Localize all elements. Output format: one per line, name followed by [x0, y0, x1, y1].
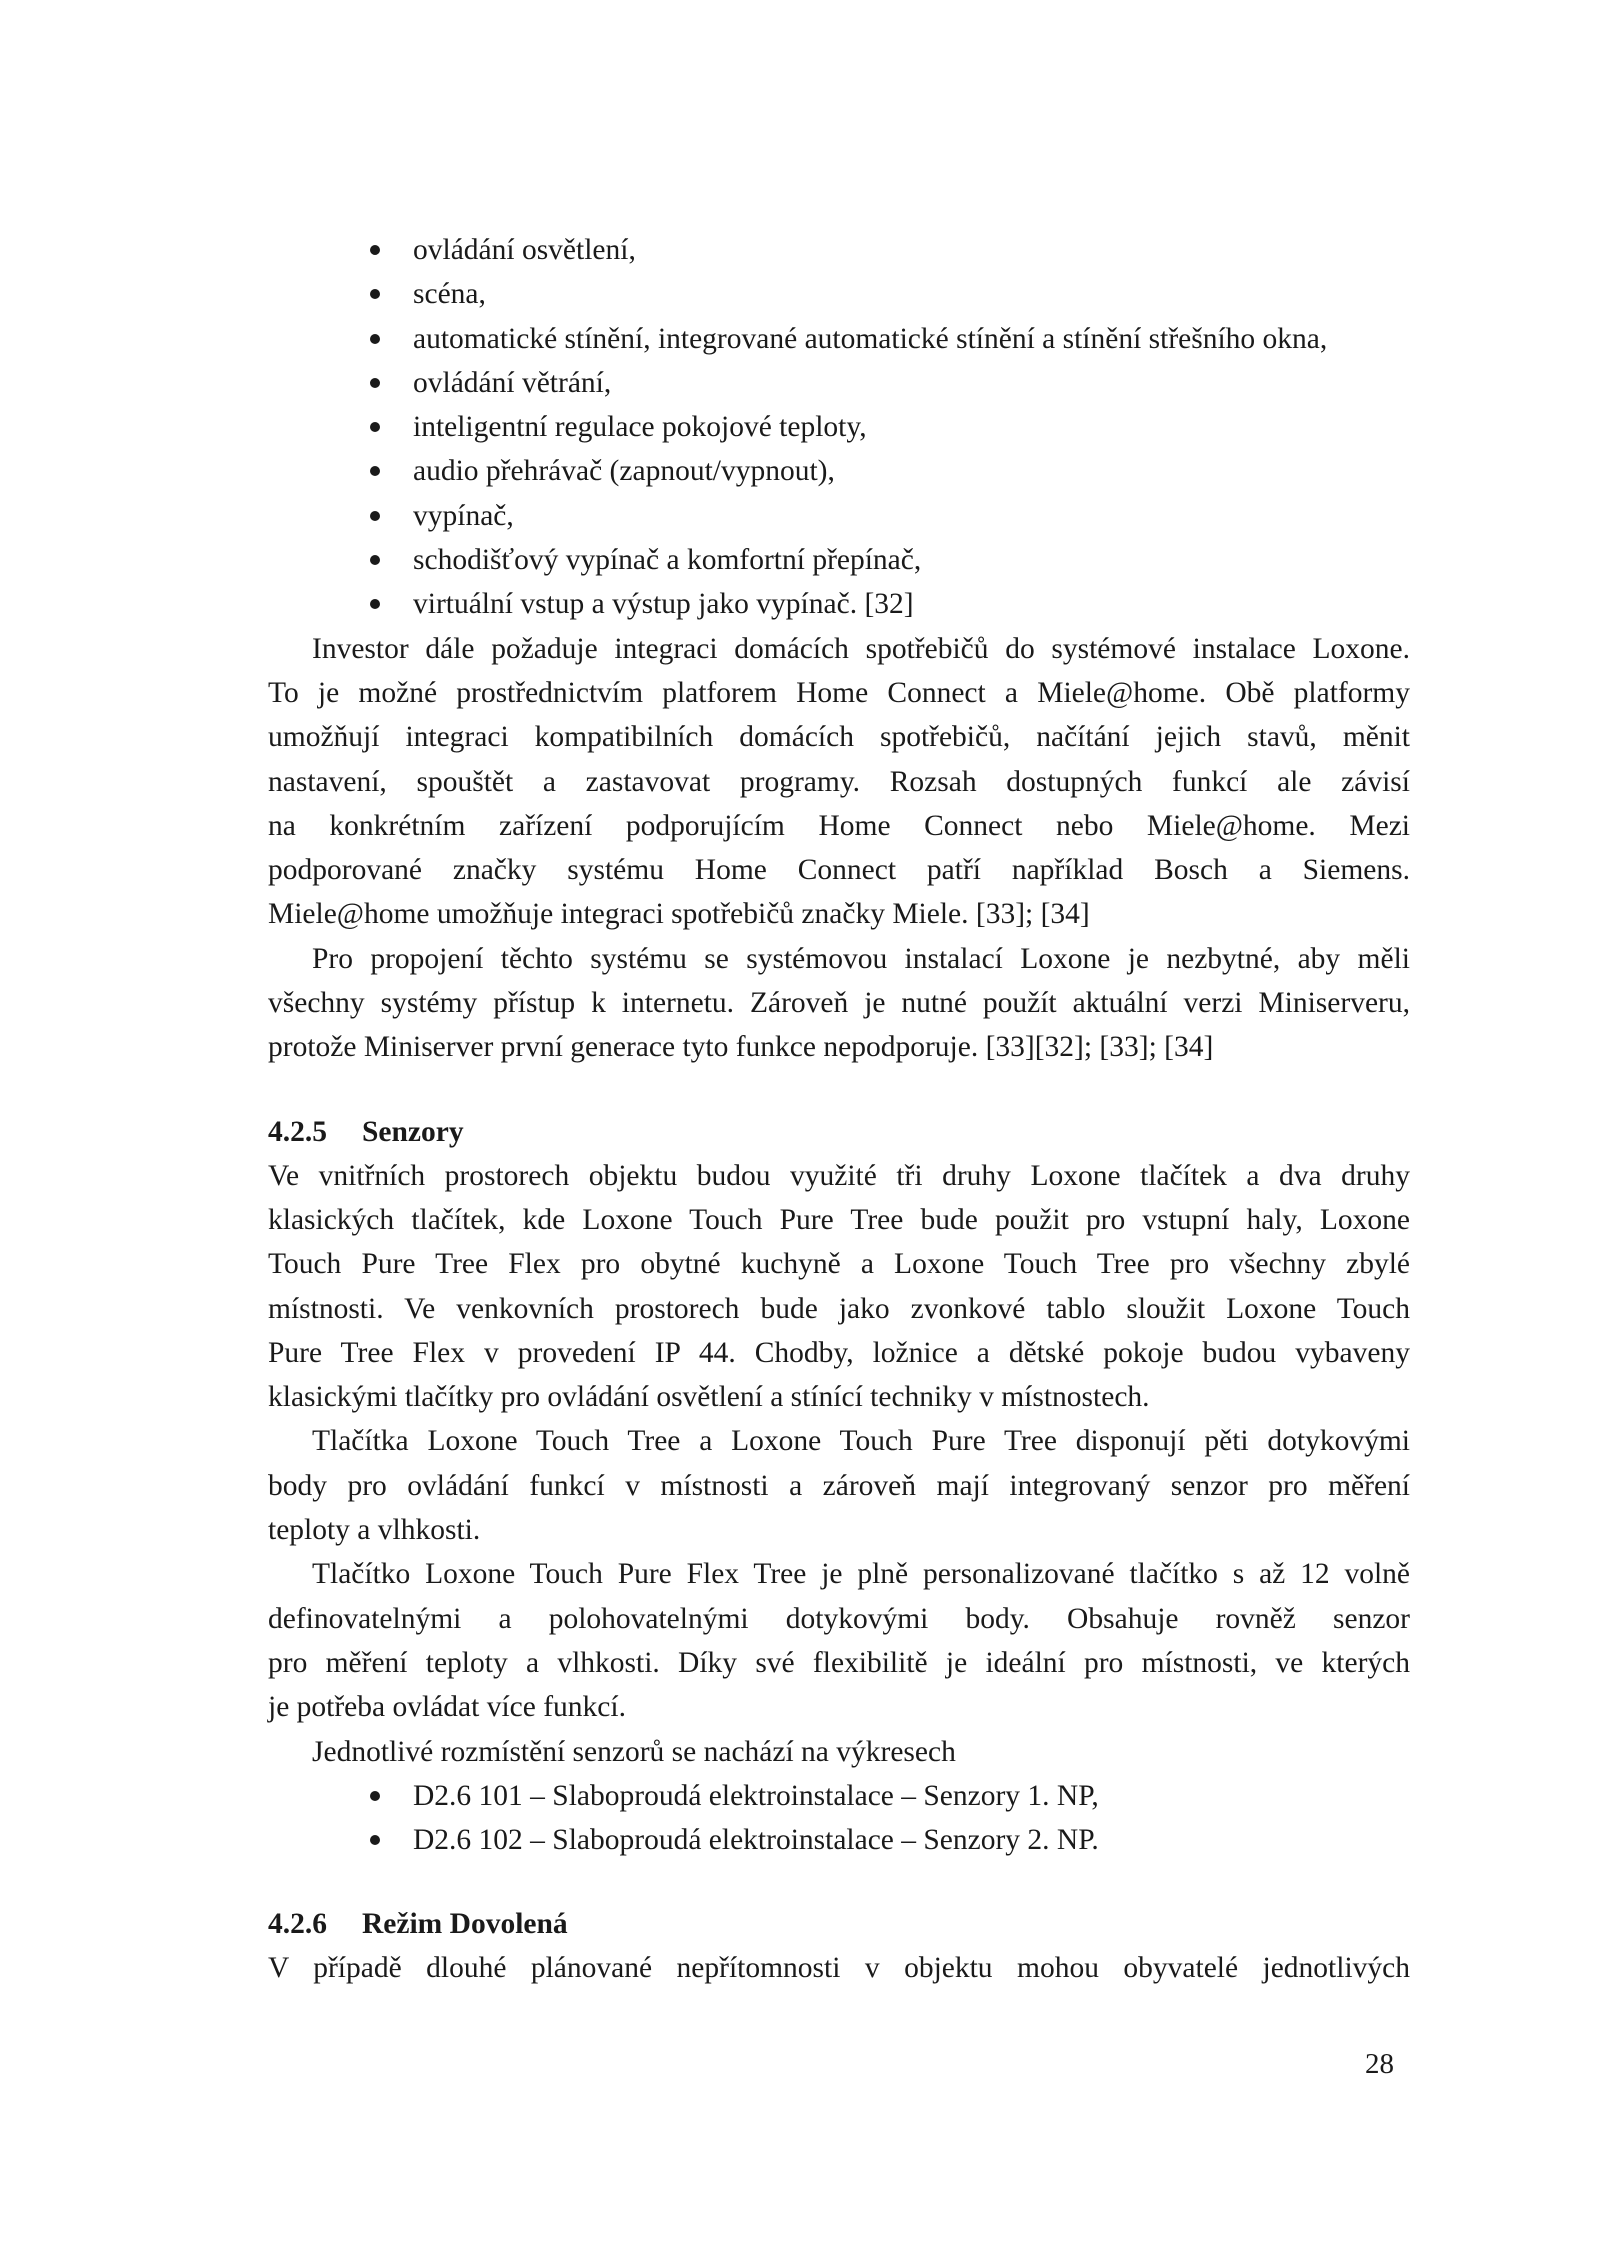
list-item: virtuální vstup a výstup jako vypínač. [32]: [268, 582, 1410, 626]
paragraph-senzory: Ve vnitřních prostorech objektu budou využité tři druhy Loxone tlačítek a dva druhy klasických tlačítek, kde Loxone Touch Pure Tree bude použit pro vstupní haly, Loxone Touch Pure Tree Flex pro obytné kuchyně a Loxone Touch Tree pro všechny zbylé místnosti. Ve venkovních prostorech bude jako zvonkové tablo sloužit Loxone Touch Pure Tree Flex v provedení IP 44. Chodby, ložnice a dětské pokoje budou vybaveny klasickými tlačítky pro ovládání osvětlení a stínící techniky v místnostech.: [268, 1159, 1410, 1414]
list-item: inteligentní regulace pokojové teploty,: [268, 405, 1410, 449]
paragraph-tlacitko-flex: Tlačítko Loxone Touch Pure Flex Tree je plně personalizované tlačítko s až 12 volně definovatelnými a polohovatelnými dotykovými body. Obsahuje rovněž senzor pro měření teploty a vlhkosti. Díky své flexibilitě je ideální pro místnosti, ve kterých je potřeba ovládat více funkcí.: [268, 1558, 1410, 1724]
list-item: ovládání osvětlení,: [268, 228, 1410, 272]
bullet-icon: [370, 334, 380, 344]
paragraph-propojeni: Pro propojení těchto systému se systémovou instalací Loxone je nezbytné, aby měli všechny systémy přístup k internetu. Zároveň je nutné použít aktuální verzi Miniserveru, protože Miniserver první generace tyto funkce nepodporuje. [33][32]; [33]; [34]: [268, 942, 1410, 1064]
list-item: audio přehrávač (zapnout/vypnout),: [268, 449, 1410, 493]
page-content: [268, 228, 1410, 1991]
list-item: ovládání větrání,: [268, 361, 1410, 405]
bullet-icon: [370, 555, 380, 565]
bullet-icon: [370, 422, 380, 432]
bullet-icon: [370, 378, 380, 388]
feature-list: [268, 228, 1410, 627]
list-item: scéna,: [268, 272, 1410, 316]
list-item: D2.6 101 – Slaboproudá elektroinstalace – Senzory 1. NP,: [268, 1774, 1410, 1818]
paragraph-rozmisteni: Jednotlivé rozmístění senzorů se nachází na výkresech: [312, 1735, 956, 1768]
bullet-icon: [370, 511, 380, 521]
bullet-icon: [370, 289, 380, 299]
bullet-icon: [370, 1835, 380, 1845]
bullet-icon: [370, 245, 380, 255]
paragraph-investor: Investor dále požaduje integraci domácích spotřebičů do systémové instalace Loxone. To je možné prostřednictvím platforem Home Connect a Miele@home. Obě platformy umožňují integraci kompatibilních domácích spotřebičů, načítání jejich stavů, měnit nastavení, spouštět a zastavovat programy. Rozsah dostupných funkcí ale závisí na konkrétním zařízení podporujícím Home Connect nebo Miele@home. Mezi podporované značky systému Home Connect patří například Bosch a Siemens. Miele@home umožňuje integraci spotřebičů značky Miele. [33]; [34]: [268, 632, 1410, 931]
list-item: automatické stínění, integrované automatické stínění a stínění střešního okna,: [268, 317, 1410, 361]
page-number: 28: [1365, 2048, 1394, 2080]
list-item: schodišťový vypínač a komfortní přepínač,: [268, 538, 1410, 582]
bullet-icon: [370, 599, 380, 609]
list-item: D2.6 102 – Slaboproudá elektroinstalace – Senzory 2. NP.: [268, 1818, 1410, 1862]
list-item: vypínač,: [268, 494, 1410, 538]
paragraph-tlacitka: Tlačítka Loxone Touch Tree a Loxone Touch Pure Tree disponují pěti dotykovými body pro ovládání funkcí v místnosti a zároveň mají integrovaný senzor pro měření teploty a vlhkosti.: [268, 1425, 1410, 1547]
section-heading-4-2-5: 4.2.5 Senzory: [268, 1115, 464, 1148]
section-heading-4-2-6: 4.2.6 Režim Dovolená: [268, 1908, 568, 1941]
paragraph-dovolena: V případě dlouhé plánované nepřítomnosti v objektu mohou obyvatelé jednotlivých: [268, 1952, 1410, 1985]
bullet-icon: [370, 1791, 380, 1801]
drawings-list: [268, 1774, 1410, 1863]
bullet-icon: [370, 466, 380, 476]
